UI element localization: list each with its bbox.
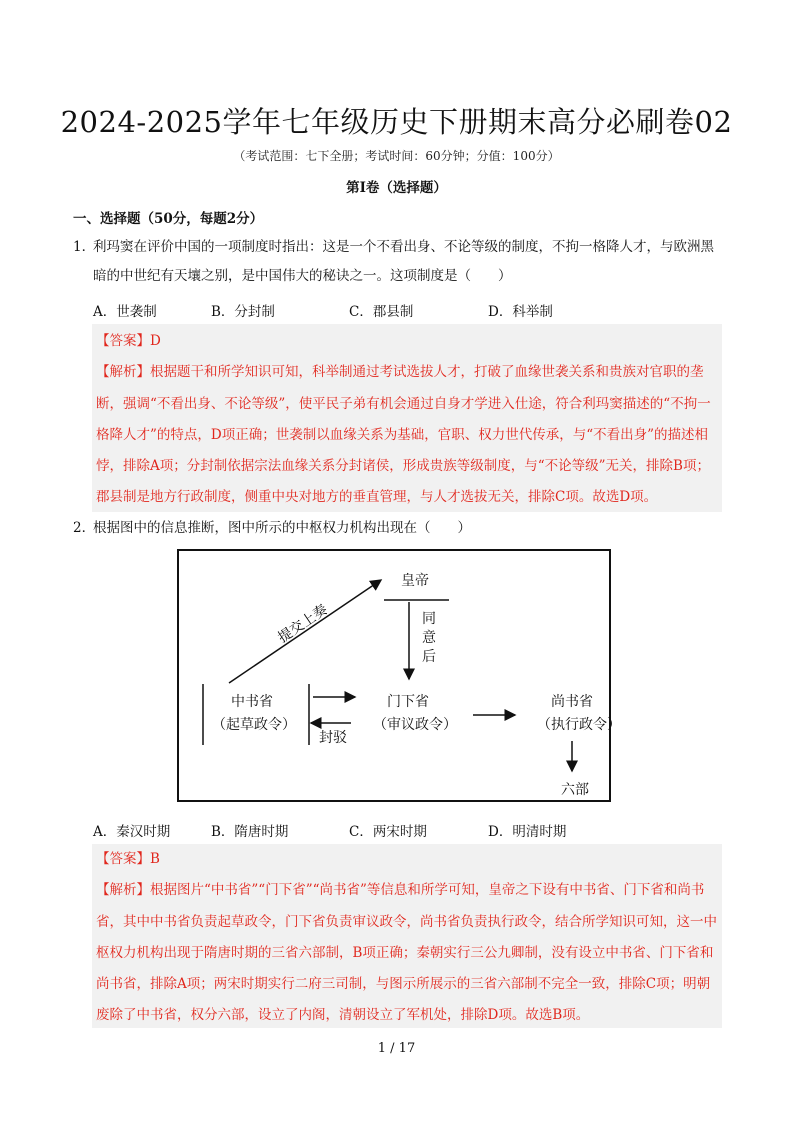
page-number: 1 / 17 bbox=[377, 1041, 416, 1056]
answer-block-1 bbox=[92, 324, 722, 512]
question-stem: 根据图中的信息推断，图中所示的中枢权力机构出现在（ ） bbox=[93, 520, 471, 536]
liubu-label: 六部 bbox=[561, 782, 589, 798]
exam-title: 2024-2025学年七年级历史下册期末高分必刷卷02 bbox=[60, 105, 733, 139]
option-b[interactable]: B．分封制 bbox=[211, 304, 275, 320]
option-d[interactable]: D．科举制 bbox=[488, 304, 553, 320]
option-c[interactable]: C．两宋时期 bbox=[349, 824, 427, 840]
exam-subtitle: （考试范围：七下全册；考试时间：60分钟；分值：100分） bbox=[233, 149, 560, 163]
approve-char-2: 意 bbox=[422, 630, 436, 646]
menxia-label: 门下省 bbox=[387, 694, 429, 710]
option-c[interactable]: C．郡县制 bbox=[349, 304, 414, 320]
submit-label: 提交上奏 bbox=[275, 601, 331, 647]
analysis bbox=[96, 875, 722, 1031]
question-1 bbox=[73, 233, 723, 291]
menxia-role: （审议政令） bbox=[373, 717, 457, 733]
analysis-tag: 【解析】 bbox=[96, 364, 150, 381]
answer: 【答案】B bbox=[96, 851, 160, 867]
option-a[interactable]: A．秦汉时期 bbox=[93, 824, 171, 840]
reject-label: 封驳 bbox=[319, 730, 347, 746]
option-a[interactable]: A．世袭制 bbox=[93, 304, 157, 320]
answer-block-2 bbox=[92, 844, 722, 1028]
question-2 bbox=[73, 514, 723, 543]
question-number: 1． bbox=[73, 239, 96, 255]
question-stem: 利玛窦在评价中国的一项制度时指出：这是一个不看出身、不论等级的制度，不拘一格降人才，与欧洲黑暗的中世纪有天壤之别，是中国伟大的秘诀之一。这项制度是（ ） bbox=[93, 239, 714, 284]
question-number: 2． bbox=[73, 520, 96, 536]
option-d[interactable]: D．明清时期 bbox=[488, 824, 567, 840]
part-heading: 第Ⅰ卷（选择题） bbox=[346, 180, 447, 196]
section-heading: 一、选择题（50分，每题2分） bbox=[73, 211, 264, 227]
analysis bbox=[96, 357, 722, 513]
answer: 【答案】D bbox=[96, 333, 161, 349]
shangshu-label: 尚书省 bbox=[551, 694, 593, 710]
zhongshu-role: （起草政令） bbox=[212, 717, 296, 733]
zhongshu-label: 中书省 bbox=[231, 694, 273, 710]
three-departments-diagram bbox=[177, 549, 621, 802]
analysis-text: 根据题干和所学知识可知，科举制通过考试选拔人才，打破了血缘世袭关系和贵族对官职的垄断，强调“不看出身、不论等级”，使平民子弟有机会通过自身才学进入仕途，符合利玛窦描述的“不拘一格降人才”的特点，D项正确；世袭制以血缘关系为基础，官职、权力世代传承，与“不看出身”的描述相悖，排除A项；分封制依据宗法血缘关系分封诸侯，形成贵族等级制度，与“不论等级”无关，排除B项；郡县制是地方行政制度，侧重中央对地方的垂直管理，与人才选拔无关，排除C项。故选D项。 bbox=[96, 364, 711, 506]
shangshu-role: （执行政令） bbox=[537, 717, 621, 733]
emperor-label: 皇帝 bbox=[401, 573, 429, 589]
analysis-tag: 【解析】 bbox=[96, 882, 150, 899]
approve-char-3: 后 bbox=[422, 649, 436, 665]
option-b[interactable]: B．隋唐时期 bbox=[211, 824, 289, 840]
analysis-text: 根据图片“中书省”“门下省”“尚书省”等信息和所学可知，皇帝之下设有中书省、门下省和尚书省，其中中书省负责起草政令，门下省负责审议政令，尚书省负责执行政令，结合所学知识可知，这一中枢权力机构出现于隋唐时期的三省六部制，B项正确；秦朝实行三公九卿制，没有设立中书省、门下省和尚书省，排除A项；两宋时期实行二府三司制，与图示所展示的三省六部制不完全一致，排除C项；明朝废除了中书省，权分六部，设立了内阁，清朝设立了军机处，排除D项。故选B项。 bbox=[96, 882, 717, 1024]
approve-char-1: 同 bbox=[422, 611, 436, 627]
diagram-svg bbox=[179, 551, 621, 800]
